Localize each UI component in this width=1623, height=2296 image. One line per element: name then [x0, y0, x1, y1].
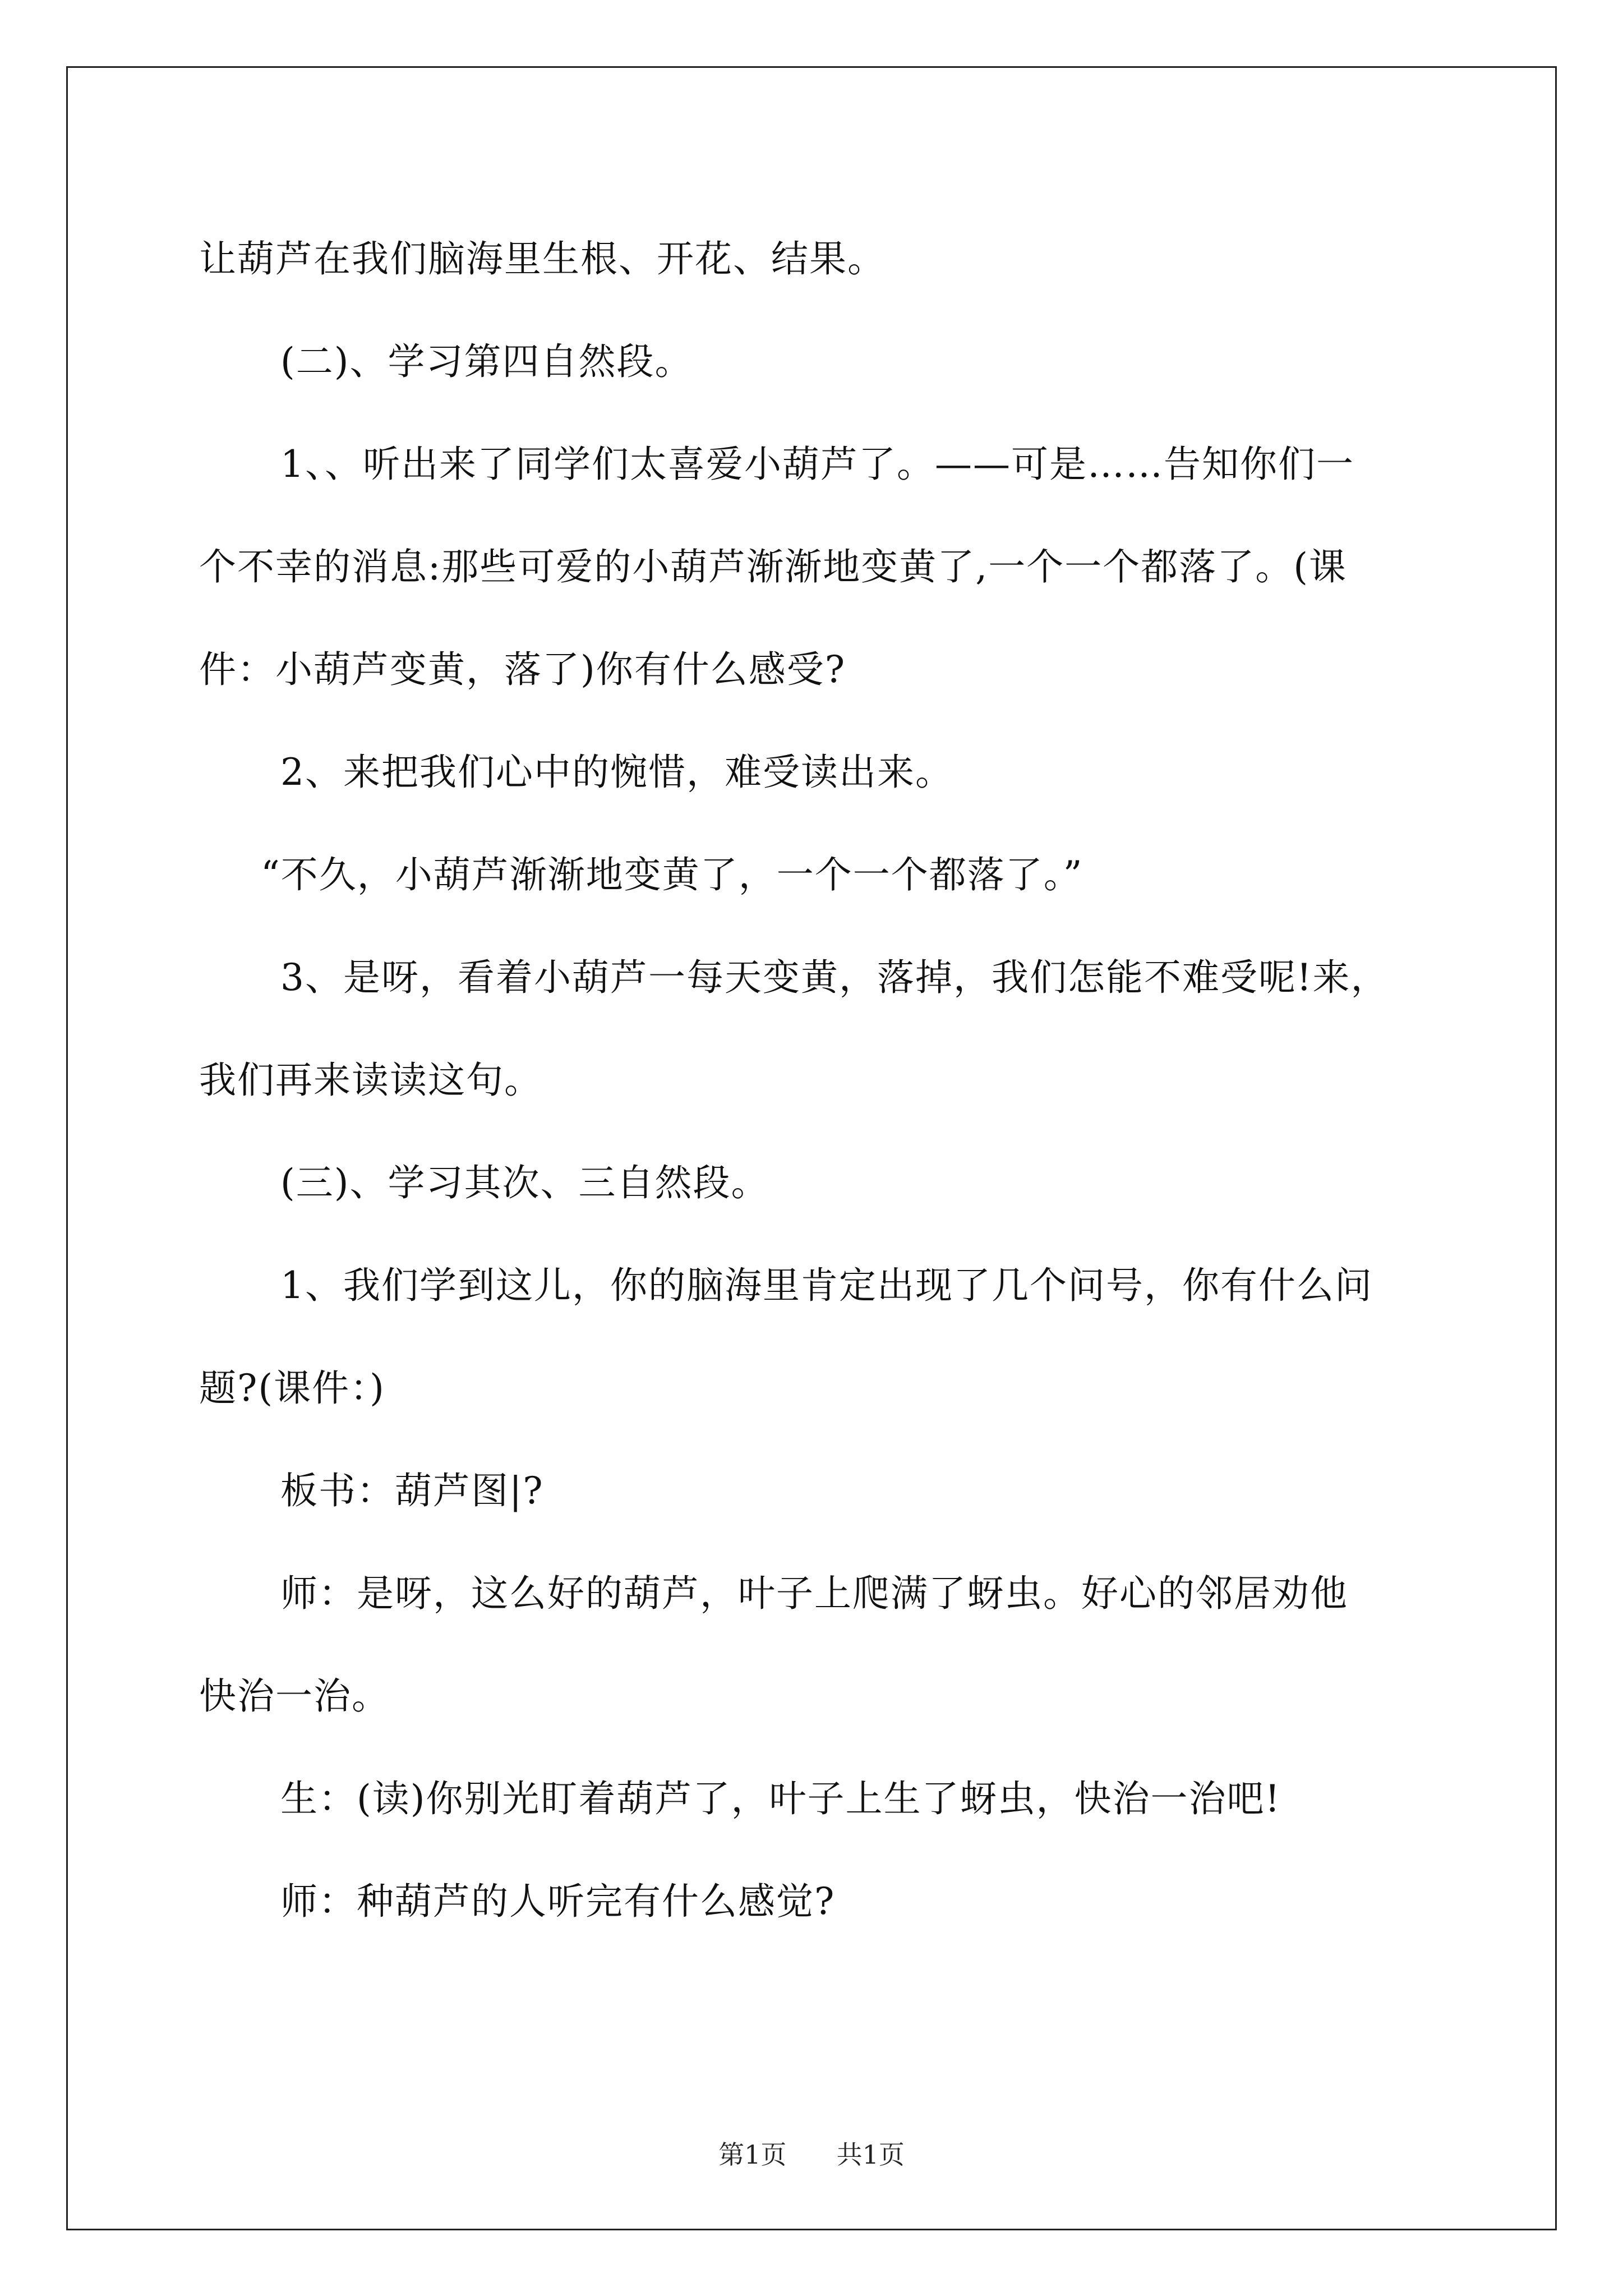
- dialogue-line: 快治一治。: [199, 1674, 390, 1718]
- dialogue-line: 师：种葫芦的人听完有什么感觉?: [280, 1880, 836, 1923]
- paragraph-line: 让葫芦在我们脑海里生根、开花、结果。: [199, 237, 886, 280]
- quote-line: “不久，小葫芦渐渐地变黄了，一个一个都落了。”: [261, 853, 1083, 896]
- paragraph-line: 1、我们学到这儿，你的脑海里肯定出现了几个问号，你有什么问: [280, 1264, 1373, 1307]
- paragraph-line: 题?(课件：): [199, 1366, 385, 1410]
- paragraph-line: 1、、听出来了同学们太喜爱小葫芦了。——可是……告知你们一: [280, 443, 1354, 486]
- dialogue-line: 生：(读)你别光盯着葫芦了，叶子上生了蚜虫，快治一治吧!: [280, 1777, 1281, 1820]
- paragraph-line: 2、来把我们心中的惋惜，难受读出来。: [280, 751, 953, 794]
- paragraph-line: 我们再来读读这句。: [199, 1059, 542, 1102]
- page-number: 第1页: [718, 2139, 787, 2170]
- document-body: [199, 208, 1433, 1953]
- paragraph-line: 3、是呀，看着小葫芦一每天变黄，落掉，我们怎能不难受呢!来，: [280, 956, 1389, 999]
- board-note: 板书：葫芦图|?: [280, 1469, 544, 1512]
- paragraph-line: 件：小葫芦变黄，落了)你有什么感受?: [199, 648, 846, 691]
- section-heading: (三)、学习其次、三自然段。: [280, 1161, 769, 1204]
- page-total: 共1页: [836, 2139, 905, 2170]
- dialogue-line: 师：是呀，这么好的葫芦，叶子上爬满了蚜虫。好心的邻居劝他: [280, 1572, 1348, 1615]
- page-footer: [0, 2134, 1623, 2171]
- section-heading: (二)、学习第四自然段。: [280, 340, 693, 383]
- paragraph-line: 个不幸的消息:那些可爱的小葫芦渐渐地变黄了,一个一个都落了。(课: [199, 545, 1347, 588]
